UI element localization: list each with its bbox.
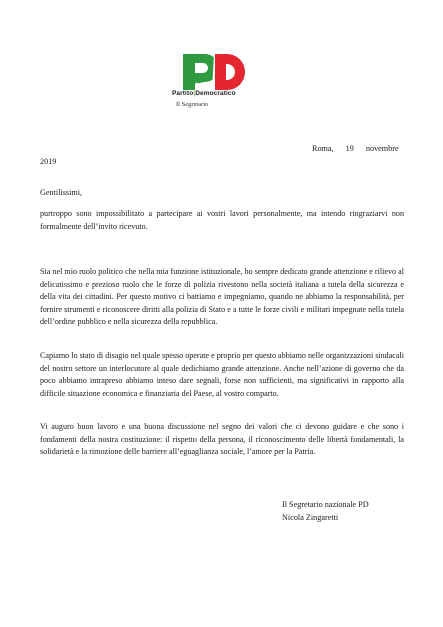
paragraph-4: Vi auguro buon lavoro e una buona discussione nel segno dei valori che ci devono guidare e che sono i fondamenti della nostra costituzione: il rispetto della persona, il riconoscimento delle libertà fondamentali, la solidarietà e la rimozione delle barriere all’eguaglianza sociale, l’amore per la Patria. [40,422,404,457]
signature-block [282,498,369,524]
office-title: Il Segretario [176,101,209,108]
paragraph-2: Sia nel mio ruolo politico che nella mia funzione istituzionale, ho sempre dedicato grande attenzione e rilievo al delicatissimo e prezioso ruolo che le forze di polizia rivestono nella società italiana a tutela della sicurezza e della vita dei cittadini. Per questo motivo ci battiamo e impegniamo, quando ne abbiamo la responsabilità, per fornire strumenti e riconoscere diritti alla polizia di Stato e a tutte le forze civili e militari impegnate nella tutela dell’ordine pubblico e nella sicurezza della repubblica. [40,267,404,327]
paragraph-1: purtroppo sono impossibilitato a partecipare ai vostri lavori personalmente, ma intendo ringraziarvi non formalmente dell’invito ricevuto. [40,209,404,231]
date-place [312,144,399,153]
date-day: 19 [345,144,354,153]
date-city: Roma, [312,144,334,153]
date-year: 2019 [40,157,57,166]
paragraph-3: Capiamo lo stato di disagio nel quale spesso operate e proprio per questo abbiamo nelle organizzazioni sindacali del nostro settore un interlocutore al quale dedichiamo grande attenzione. Anche nell’azione di governo che da poco abbiamo intrapreso abbiamo inteso dare segnali, forse non sufficienti, ma significativi in rapporto alla difficile situazione economica e finanziaria del Paese, al vostro comparto. [40,351,404,398]
salutation: Gentilissimi, [40,188,83,197]
date-month: novembre [365,144,399,153]
party-name: Partito|Democratico [172,90,236,97]
signature-title: Il Segretario nazionale PD [282,500,369,509]
signature-name: Nicola Zingaretti [282,513,339,522]
